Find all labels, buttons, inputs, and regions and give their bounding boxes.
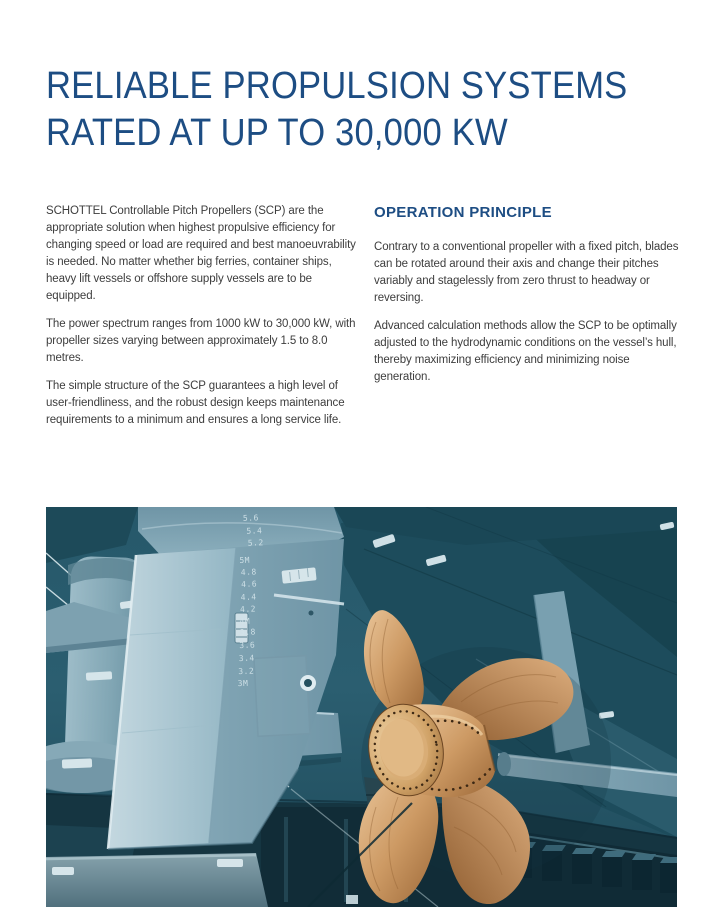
intro-paragraph-3: The simple structure of the SCP guarantees a high level of user-friendliness, and the robust design keeps maintenance requirements to a minimum and ensures a long service life. [46,380,345,426]
draft-mark: 5M [239,555,251,566]
operation-paragraph-1: Contrary to a conventional propeller with a fixed pitch, blades can be rotated around their axis and change their pitches variably and stagelessly from zero thrust to headway or reversing. [374,241,679,304]
body-columns [46,203,684,440]
draft-mark: 3.4 [238,653,255,664]
operation-principle-heading: OPERATION PRINCIPLE [374,204,552,221]
page-title [46,63,627,157]
rudder-access-panel [254,656,310,737]
draft-mark: 3.6 [239,640,256,651]
draft-mark: 3M [237,678,249,689]
draft-mark: 4M [239,616,251,627]
draft-mark: 5.4 [246,526,263,536]
draft-mark: 4.8 [240,567,257,577]
operation-column [374,203,684,440]
operation-paragraph-2: Advanced calculation methods allow the SCP to be optimally adjusted to the hydrodynamic conditions on the vessel’s hull, thereby maximizing efficiency and minimizing noise generation. [374,320,677,383]
propeller-photo [46,507,677,907]
intro-paragraph-2: The power spectrum ranges from 1000 kW to 30,000 kW, with propeller sizes varying between approximately 1.5 to 8.0 metres. [46,318,356,364]
intro-column [46,203,356,440]
intro-paragraph-1: SCHOTTEL Controllable Pitch Propellers (SCP) are the appropriate solution when highest propulsive efficiency for changing speed or load are required and best manoeuvrability is needed. No matter whether big ferries, container ships, heavy lift vessels or offshore supply vessels are to be equipped. [46,205,356,302]
draft-mark: 3.8 [239,627,256,638]
page-title-line1: RELIABLE PROPULSION SYSTEMS [46,65,628,108]
draft-mark: 4.2 [239,604,257,615]
draft-mark: 4.4 [240,592,257,603]
draft-mark: 3.2 [238,666,255,677]
draft-mark: 4.6 [241,579,258,589]
draft-mark: 5.2 [247,538,264,548]
page-title-line2: RATED AT UP TO 30,000 KW [46,112,508,155]
draft-mark: 5.6 [242,513,260,523]
